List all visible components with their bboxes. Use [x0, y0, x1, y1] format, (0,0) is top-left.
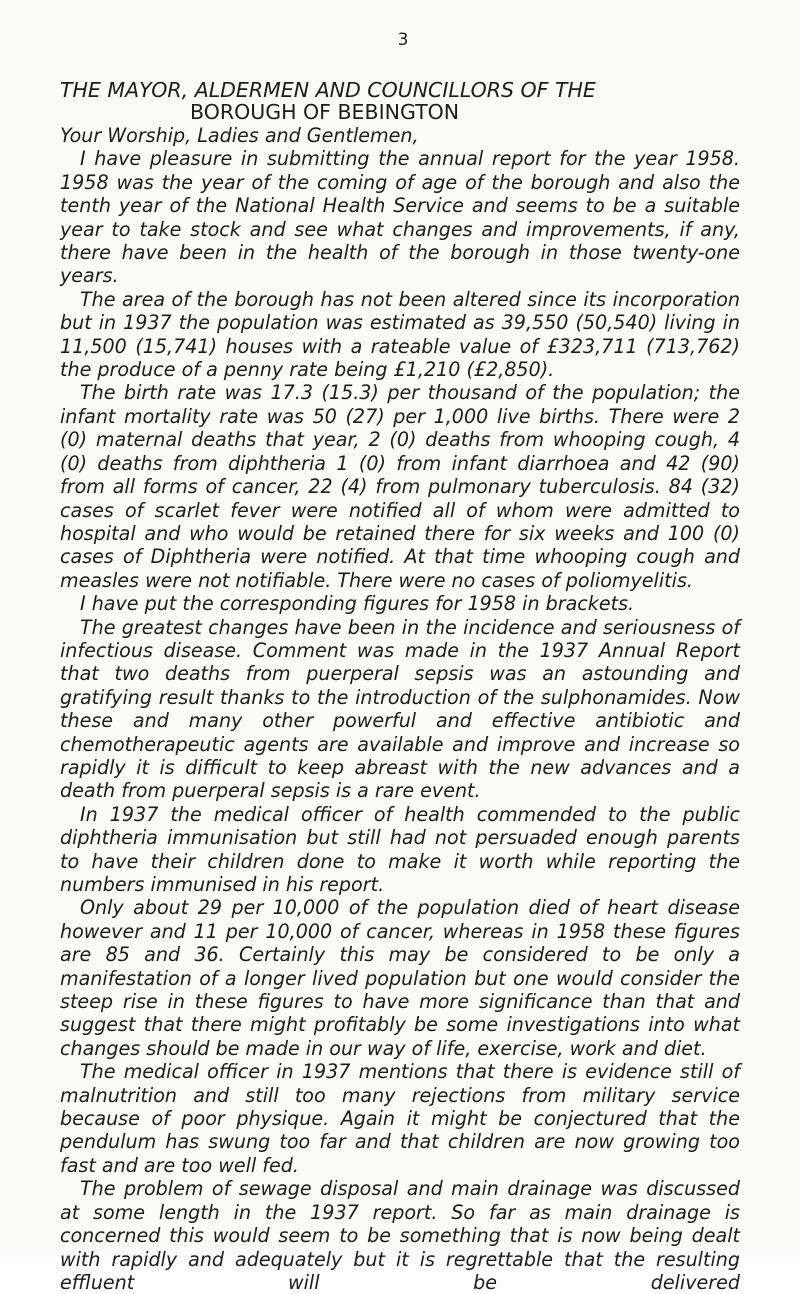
- paragraph-infectious-disease: The greatest changes have been in the incidence and seriousness of infectious disease. Comment was made in the 1937 Annual Report that two deaths from puerperal sepsis was an astounding and gratifying result thanks to the introduction of the sulphonamides. Now these and many other powerful and effective antibiotic and chemotherapeutic agents are available and improve and increase so rapidly it is difficult to keep abreast with the new advances and a death from puerperal sepsis is a rare event.: [60, 615, 740, 803]
- paragraph-brackets-note: I have put the corresponding figures for 1958 in brackets.: [80, 592, 635, 616]
- paragraph-diphtheria-immunisation: In 1937 the medical officer of health commended to the public diphtheria immunisation but still had not persuaded enough parents to have their children done to make it worth while reporting the numbers immunised in his report.: [60, 802, 740, 896]
- salutation: Your Worship, Ladies and Gentlemen,: [60, 124, 419, 147]
- paragraph-population: The area of the borough has not been altered since its incorporation but in 1937 the population was estimated as 39,550 (50,540) living in 11,500 (15,741) houses with a rateable value of £323,711 (713,762) the produce of a penny rate being £1,210 (£2,850).: [60, 287, 740, 382]
- report-body: [60, 124, 740, 1294]
- paragraph-birth-rate: The birth rate was 17.3 (15.3) per thousand of the population; the infant mortality rate was 50 (27) per 1,000 live births. There were 2 (0) maternal deaths that year, 2 (0) deaths from whooping cough, 4 (0) deaths from diphtheria 1 (0) from infant diarrhoea and 42 (90) from all forms of cancer, 22 (4) from pulmonary tuberculosis. 84 (32) cases of scarlet fever were notified all of whom were admitted to hospital and who would be retained there for six weeks and 100 (0) cases of Diphtheria were notified. At that time whooping cough and measles were not notifiable. There were no cases of poliomyelitis.: [60, 381, 740, 592]
- page-number: 3: [397, 30, 409, 50]
- report-title-line-1: THE MAYOR, ALDERMEN AND COUNCILLORS OF THE: [60, 78, 596, 102]
- paragraph-heart-disease: Only about 29 per 10,000 of the population died of heart disease however and 11 per 10,000 of cancer, whereas in 1958 these figures are 85 and 36. Certainly this may be considered to be only a manifestation of a longer lived population but one would consider the steep rise in these figures to have more significance than that and suggest that there might profitably be some investigations into what changes should be made in our way of life, exercise, work and diet.: [60, 896, 740, 1060]
- report-title-line-2: BOROUGH OF BEBINGTON: [190, 100, 460, 124]
- paragraph-malnutrition: The medical officer in 1937 mentions that there is evidence still of malnutrition and still too many rejections from military service because of poor physique. Again it might be conjectured that the pendulum has swung too far and that children are now growing too fast and are too well fed.: [60, 1060, 740, 1177]
- paragraph-annual-report: I have pleasure in submitting the annual report for the year 1958. 1958 was the year of the coming of age of the borough and also the tenth year of the National Health Service and seems to be a suitable year to take stock and see what changes and improvements, if any, there have been in the health of the borough in those twenty-one years.: [60, 147, 740, 288]
- paragraph-sewage-disposal: The problem of sewage disposal and main drainage was discussed at some length in the 1937 report. So far as main drainage is concerned this would seem to be something that is now being dealt with rapidly and adequately but it is regrettable that the resulting effluent will be delivered: [60, 1177, 740, 1294]
